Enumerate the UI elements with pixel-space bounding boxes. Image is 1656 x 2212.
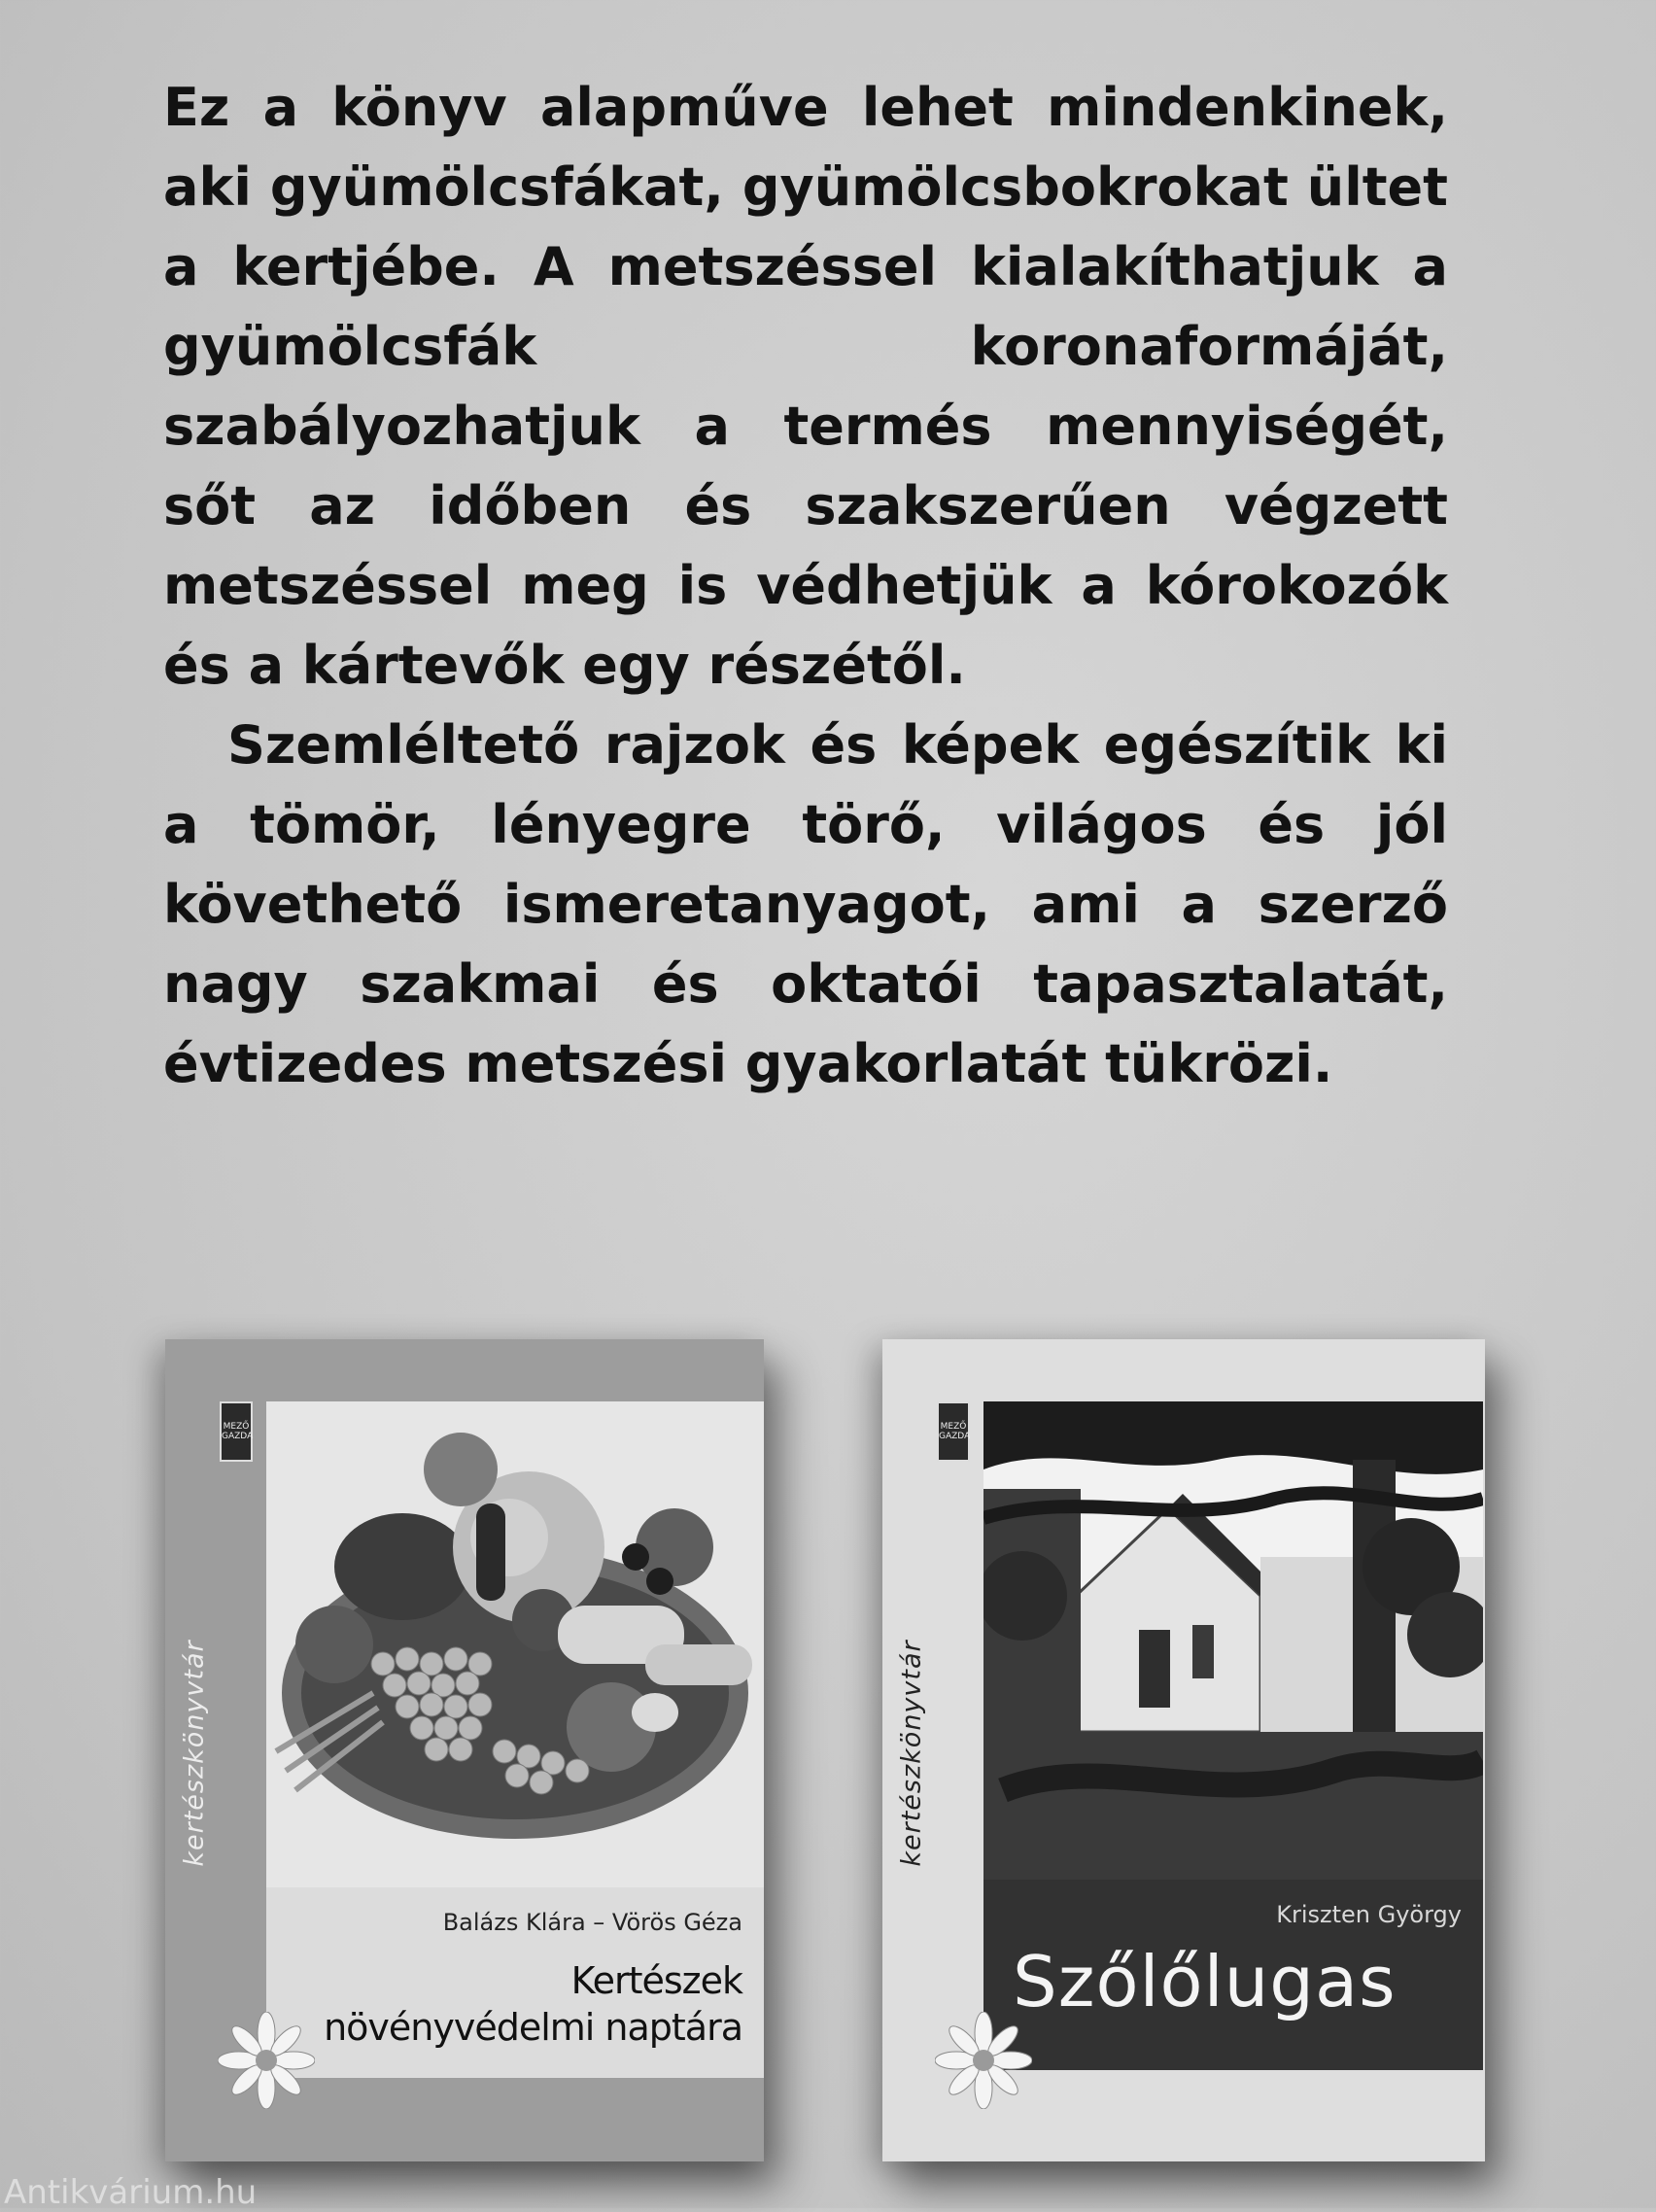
publisher-logo [220,1401,253,1462]
cover-photo-fruit-basket [266,1401,764,1887]
daisy-icon [218,2012,315,2109]
series-label-text: kertészkönyvtár [179,1640,210,1867]
publisher-logo [937,1401,970,1462]
daisy-icon [935,2012,1032,2109]
fruit-basket-illustration [266,1401,764,1887]
blurb-paragraph-2: Szemléltető rajzok és képek egészítik ki a tömör, lényegre törő, világos és jól követhető ismeretanyagot, ami a szerző nagy szakmai és oktatói tapasztalatát, évtizedes metszési gyakorlatát tükrözi. [163,714,1448,1094]
book-author: Balázs Klára – Vörös Géza [442,1909,742,1936]
book-title-line-1: Kertészek [570,1959,742,2002]
book-cover-szololugas [882,1339,1485,2161]
series-label-text: kertészkönyvtár [896,1640,927,1867]
book-title [324,1957,742,2051]
book-title-line-2: növényvédelmi naptára [324,2006,742,2049]
series-label [165,1549,224,1957]
vine-arbor-house-illustration [983,1401,1483,1880]
back-cover-blurb [163,68,1448,1104]
watermark: Antikvárium.hu [4,2173,258,2212]
publisher-logo-text: MEZŐ GAZDA [939,1422,971,1441]
blurb-paragraph-1: Ez a könyv alapműve lehet mindenkinek, aki gyümölcsfákat, gyümölcsbokrokat ültet a kertjébe. A metszéssel kialakíthatjuk a gyümölcsfák koronaformáját, szabályozhatjuk a termés mennyiségét, sőt az időben és szakszerűen végzett metszéssel meg is védhetjük a kórokozók és a kártevők egy részétől. [163,77,1448,696]
publisher-logo-text: MEZŐ GAZDA [222,1422,254,1441]
series-label [882,1549,941,1957]
book-author: Kriszten György [1276,1901,1462,1928]
cover-photo-vine-arbor-house [983,1401,1483,1880]
book-title: Szőlőlugas [1013,1941,1397,2022]
cover-title-panel [266,1887,764,2078]
book-cover-kerteszek-novenyvedelmi-naptara [165,1339,764,2161]
cover-title-panel [983,1880,1483,2070]
